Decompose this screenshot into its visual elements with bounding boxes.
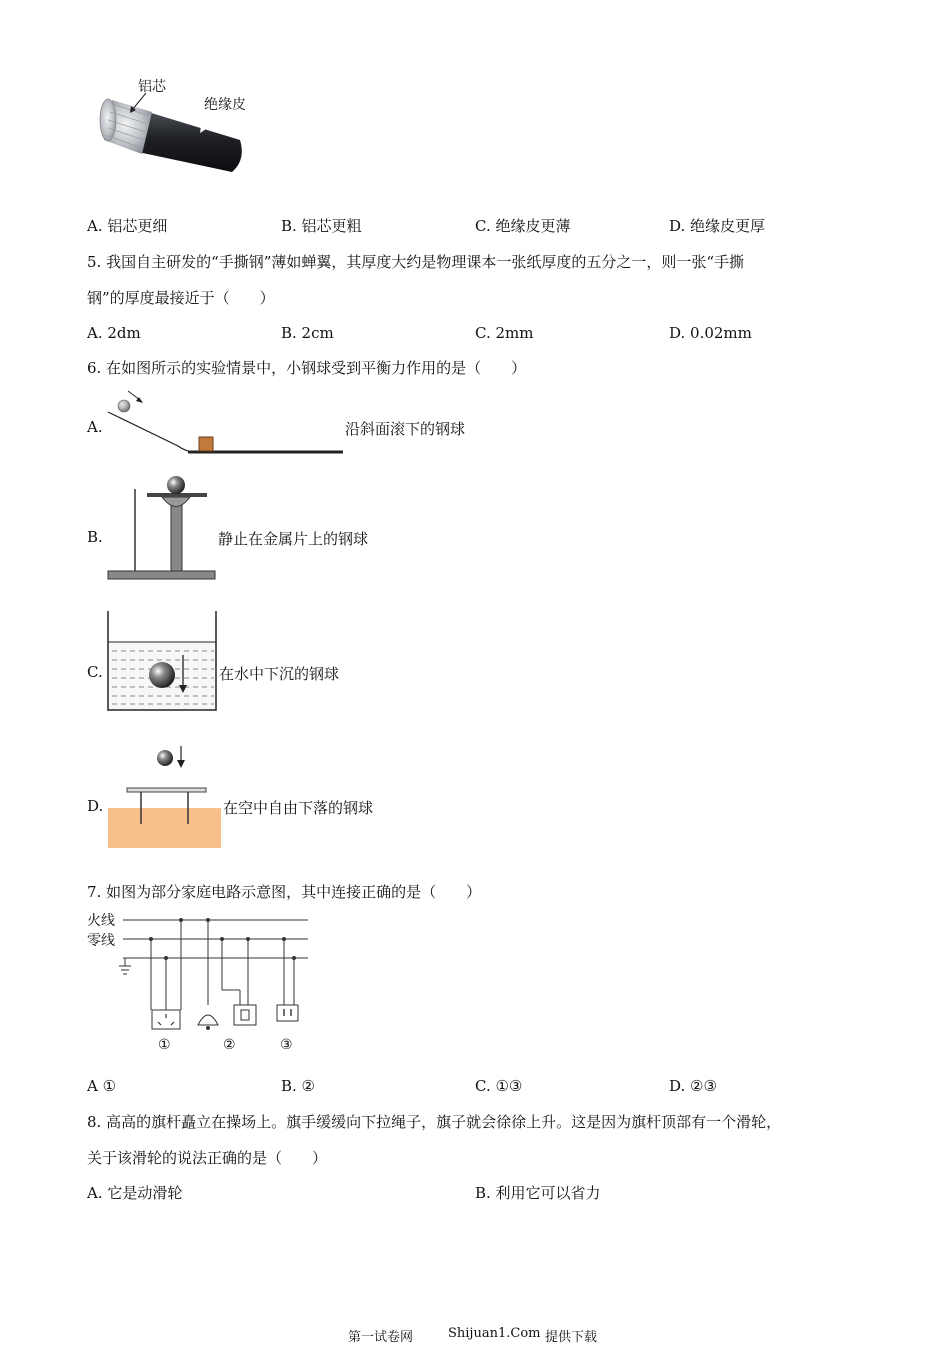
q5-option-c: C. 2mm: [475, 324, 534, 342]
q4-option-c: C. 绝缘皮更薄: [475, 217, 571, 235]
q5-stem-line2: 钢”的厚度最接近于（ ）: [87, 289, 275, 307]
q6-option-c-letter: C.: [87, 663, 103, 681]
q6-stem: 6. 在如图所示的实验情景中，小钢球受到平衡力作用的是（ ）: [87, 359, 527, 377]
q8-stem-line2: 关于该滑轮的说法正确的是（ ）: [87, 1149, 328, 1167]
q6-option-d-caption: 在空中自由下落的钢球: [223, 799, 374, 817]
q5-option-a: A. 2dm: [87, 324, 141, 342]
q4-option-d: D. 绝缘皮更厚: [669, 217, 766, 235]
q7-option-a: A ①: [87, 1077, 117, 1095]
q6-option-a-caption: 沿斜面滚下的钢球: [345, 420, 466, 438]
q8-option-b: B. 利用它可以省力: [475, 1184, 601, 1202]
q8-stem-line1: 8. 高高的旗杆矗立在操场上。旗手缓缓向下拉绳子，旗子就会徐徐上升。这是因为旗杆顶部有一个滑轮，: [87, 1113, 782, 1131]
label-insulation: 绝缘皮: [204, 97, 246, 113]
q4-option-a: A. 铝芯更细: [87, 217, 168, 235]
q6-option-a-letter: A.: [87, 418, 103, 436]
q4-option-b: B. 铝芯更粗: [281, 217, 362, 235]
label-aluminum-core: 铝芯: [138, 79, 166, 95]
q6-option-b-caption: 静止在金属片上的钢球: [218, 530, 369, 548]
neutral-wire-label: 零线: [87, 933, 115, 949]
q5-option-b: B. 2cm: [281, 324, 334, 342]
footer-site-name: 第一试卷网: [348, 1330, 414, 1345]
live-wire-label: 火线: [87, 913, 115, 929]
marker-1: ①: [158, 1037, 171, 1053]
q8-option-a: A. 它是动滑轮: [87, 1184, 183, 1202]
footer-domain: Shijuan1.Com: [448, 1326, 541, 1341]
q5-stem-line1: 5. 我国自主研发的“手撕钢”薄如蝉翼，其厚度大约是物理课本一张纸厚度的五分之一，则一张“手撕: [87, 253, 745, 271]
marker-3: ③: [280, 1037, 293, 1053]
q5-option-d: D. 0.02mm: [669, 324, 752, 342]
q7-stem: 7. 如图为部分家庭电路示意图，其中连接正确的是（ ）: [87, 883, 482, 901]
q7-option-d: D. ②③: [669, 1077, 717, 1095]
marker-2: ②: [223, 1037, 236, 1053]
q6-option-d-letter: D.: [87, 797, 104, 815]
footer-note: 提供下载: [545, 1330, 598, 1345]
q6-option-c-caption: 在水中下沉的钢球: [219, 665, 340, 683]
q7-option-b: B. ②: [281, 1077, 316, 1095]
q6-option-b-letter: B.: [87, 528, 103, 546]
q7-option-c: C. ①③: [475, 1077, 523, 1095]
